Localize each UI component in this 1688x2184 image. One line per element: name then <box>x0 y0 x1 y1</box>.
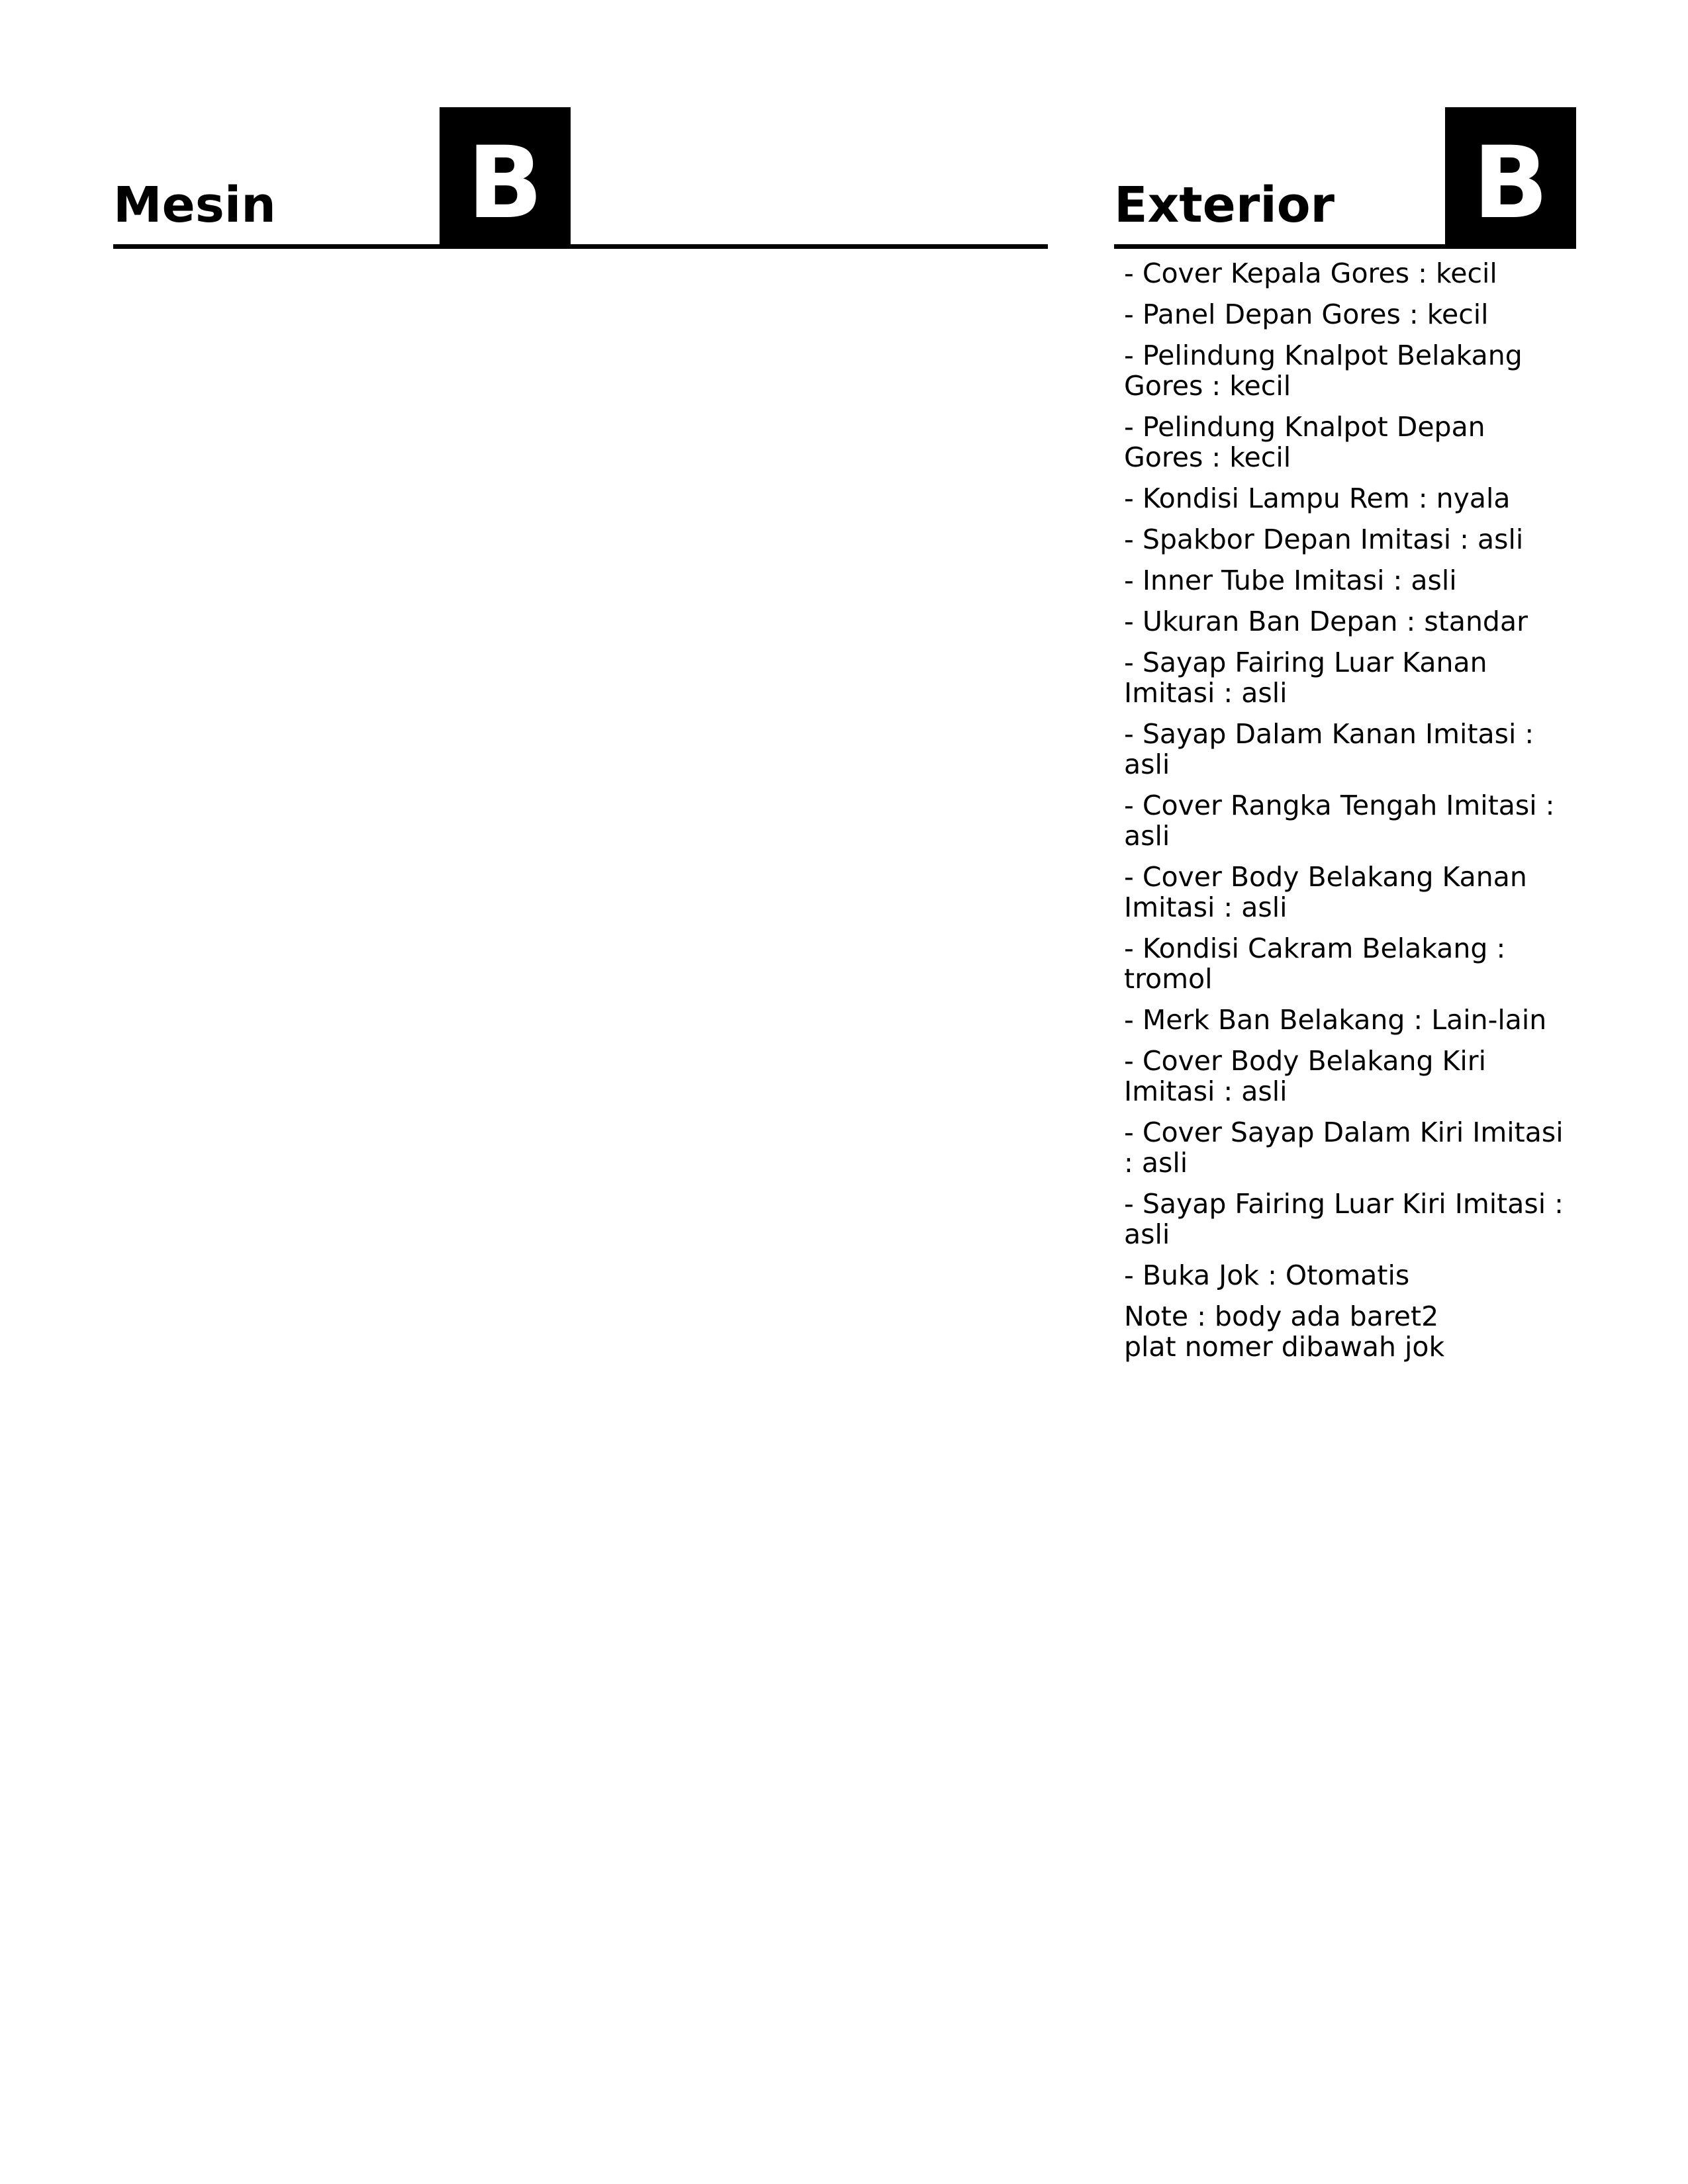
exterior-list <box>1124 258 1565 1362</box>
list-item: - Cover Body Belakang Kanan Imitasi : asli <box>1124 861 1527 923</box>
section-header-mesin <box>113 107 1048 249</box>
list-item: - Kondisi Lampu Rem : nyala <box>1124 482 1511 514</box>
list-item: - Pelindung Knalpot Belakang Gores : kecil <box>1124 340 1523 402</box>
list-item: - Pelindung Knalpot Depan Gores : kecil <box>1124 411 1485 473</box>
list-item: - Merk Ban Belakang : Lain-lain <box>1124 1004 1547 1036</box>
grade-badge-mesin: B <box>440 107 571 244</box>
list-item: - Panel Depan Gores : kecil <box>1124 298 1489 330</box>
list-item: - Buka Jok : Otomatis <box>1124 1259 1410 1291</box>
list-item: - Cover Sayap Dalam Kiri Imitasi : asli <box>1124 1116 1564 1179</box>
list-item: - Cover Body Belakang Kiri Imitasi : asli <box>1124 1045 1487 1107</box>
list-item: - Spakbor Depan Imitasi : asli <box>1124 523 1524 555</box>
section-header-exterior <box>1114 107 1576 249</box>
list-item: - Ukuran Ban Depan : standar <box>1124 606 1528 637</box>
list-item: - Inner Tube Imitasi : asli <box>1124 565 1457 596</box>
list-item: - Kondisi Cakram Belakang : tromol <box>1124 933 1506 995</box>
list-item: - Sayap Fairing Luar Kanan Imitasi : asli <box>1124 647 1487 709</box>
section-title-mesin: Mesin <box>113 177 276 234</box>
note-block <box>1124 1301 1565 1362</box>
section-title-exterior: Exterior <box>1114 177 1335 234</box>
list-item: - Sayap Fairing Luar Kiri Imitasi : asli <box>1124 1188 1564 1250</box>
note-line: plat nomer dibawah jok <box>1124 1331 1445 1363</box>
list-item: - Cover Rangka Tengah Imitasi : asli <box>1124 790 1555 852</box>
list-item: - Cover Kepala Gores : kecil <box>1124 257 1497 289</box>
grade-badge-exterior: B <box>1445 107 1576 244</box>
note-line: Note : body ada baret2 <box>1124 1300 1439 1332</box>
list-item: - Sayap Dalam Kanan Imitasi : asli <box>1124 718 1534 780</box>
